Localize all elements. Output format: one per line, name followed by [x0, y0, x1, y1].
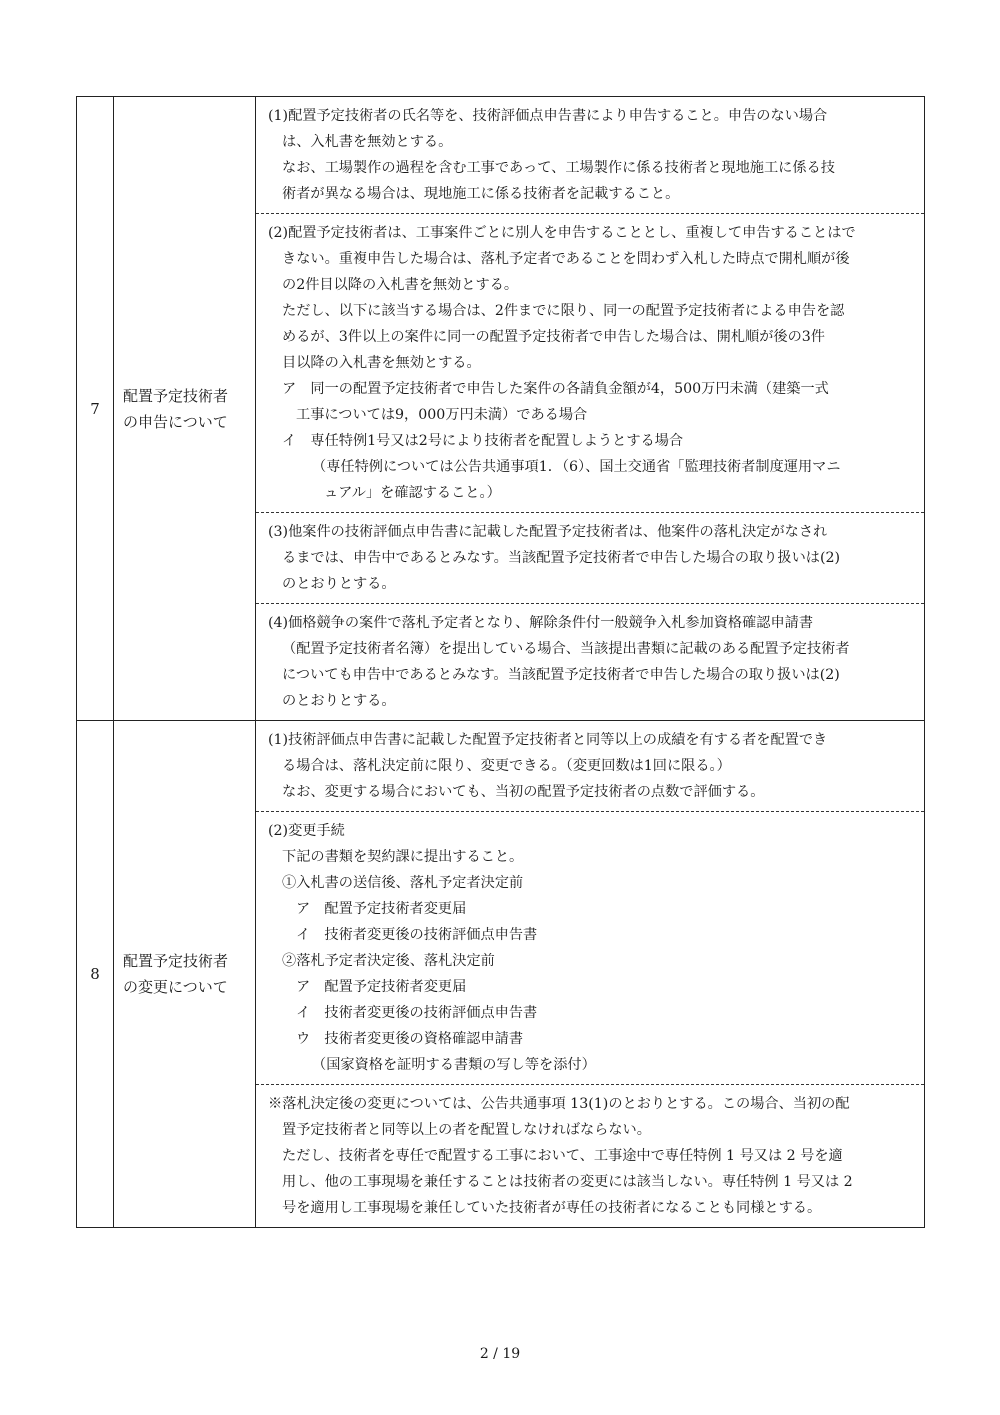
row-content: [256, 721, 925, 1228]
table-row: [77, 721, 925, 1228]
clause-line: ※落札決定後の変更については、公告共通事項 13(1)のとおりとする。この場合、当初の配: [268, 1096, 850, 1112]
clause-line: きない。重複申告した場合は、落札予定者であることを問わず入札した時点で開札順が後: [282, 251, 850, 267]
clause-section: [256, 811, 924, 1084]
clause-line: なお、工場製作の過程を含む工事であって、工場製作に係る技術者と現地施工に係る技: [282, 160, 835, 176]
clause-line: ただし、技術者を専任で配置する工事において、工事途中で専任特例 1 号又は 2 号を適: [282, 1148, 843, 1164]
clause-line: のとおりとする。: [282, 693, 396, 709]
clause-line: なお、変更する場合においても、当初の配置予定技術者の点数で評価する。: [282, 784, 765, 800]
clause-line: めるが、3件以上の案件に同一の配置予定技術者で申告した場合は、開札順が後の3件: [282, 329, 825, 345]
clause-line: (1)配置予定技術者の氏名等を、技術評価点申告書により申告すること。申告のない場合: [268, 108, 828, 124]
clause-line: のとおりとする。: [282, 576, 396, 592]
clause-line: (3)他案件の技術評価点申告書に記載した配置予定技術者は、他案件の落札決定がなされ: [268, 524, 828, 540]
clause-section: [256, 97, 924, 213]
clause-line: 目以降の入札書を無効とする。: [282, 355, 481, 371]
clause-line: についても申告中であるとみなす。当該配置予定技術者で申告した場合の取り扱いは(2): [282, 667, 840, 683]
clause-line: る場合は、落札決定前に限り、変更できる。（変更回数は1回に限る。）: [282, 758, 731, 774]
clause-line: ア 配置予定技術者変更届: [296, 979, 467, 995]
clause-line: の2件目以降の入札書を無効とする。: [282, 277, 519, 293]
clause-line: イ 技術者変更後の技術評価点申告書: [296, 1005, 538, 1021]
clause-line: ただし、以下に該当する場合は、2件までに限り、同一の配置予定技術者による申告を認: [282, 303, 845, 319]
clause-line: イ 技術者変更後の技術評価点申告書: [296, 927, 538, 943]
rules-table: [76, 96, 925, 1228]
clause-line: ア 同一の配置予定技術者で申告した案件の各請負金額が4，500万円未満（建築一式: [282, 381, 829, 397]
clause-line: 工事については9，000万円未満）である場合: [296, 407, 588, 423]
clause-line: (2)配置予定技術者は、工事案件ごとに別人を申告することとし、重複して申告することはで: [268, 225, 856, 241]
row-content: [256, 97, 925, 721]
clause-line: （配置予定技術者名簿）を提出している場合、当該提出書類に記載のある配置予定技術者: [282, 641, 850, 657]
clause-section: [256, 1084, 924, 1227]
clause-line: 下記の書類を契約課に提出すること。: [282, 849, 524, 865]
clause-section: [256, 603, 924, 720]
row-title-line: 配置予定技術者: [123, 952, 229, 970]
page-number: 2 / 19: [479, 1346, 521, 1362]
clause-section: [256, 512, 924, 603]
clause-line: ウ 技術者変更後の資格確認申請書: [296, 1031, 524, 1047]
clause-line: (4)価格競争の案件で落札予定者となり、解除条件付一般競争入札参加資格確認申請書: [268, 615, 814, 631]
row-number: 7: [77, 97, 114, 721]
clause-line: 号を適用し工事現場を兼任していた技術者が専任の技術者になることも同様とする。: [282, 1200, 822, 1216]
table-row: [77, 97, 925, 721]
clause-line: は、入札書を無効とする。: [282, 134, 453, 150]
clause-line: 用し、他の工事現場を兼任することは技術者の変更には該当しない。専任特例 1 号又は 2: [282, 1174, 853, 1190]
clause-line: 置予定技術者と同等以上の者を配置しなければならない。: [282, 1122, 651, 1138]
row-title: [114, 721, 256, 1228]
clause-line: （専任特例については公告共通事項1．（6）、国土交通省「監理技術者制度運用マニ: [312, 459, 841, 475]
clause-line: 術者が異なる場合は、現地施工に係る技術者を記載すること。: [282, 186, 680, 202]
row-number: 8: [77, 721, 114, 1228]
row-title-line: の変更について: [123, 978, 228, 996]
clause-line: ②落札予定者決定後、落札決定前: [282, 953, 495, 969]
clause-line: (1)技術評価点申告書に記載した配置予定技術者と同等以上の成績を有する者を配置でき: [268, 732, 828, 748]
clause-line: イ 専任特例1号又は2号により技術者を配置しようとする場合: [282, 433, 684, 449]
row-title-line: 配置予定技術者: [123, 386, 229, 405]
clause-line: ア 配置予定技術者変更届: [296, 901, 467, 917]
clause-line: （国家資格を証明する書類の写し等を添付）: [312, 1057, 596, 1073]
clause-section: [256, 213, 924, 512]
row-title-line: の申告について: [123, 412, 228, 431]
clause-line: るまでは、申告中であるとみなす。当該配置予定技術者で申告した場合の取り扱いは(2): [282, 550, 841, 566]
clause-section: [256, 721, 924, 811]
clause-line: ュアル」を確認すること。）: [324, 485, 501, 501]
clause-line: ①入札書の送信後、落札予定者決定前: [282, 875, 524, 891]
row-title: [114, 97, 256, 721]
clause-line: (2)変更手続: [268, 823, 345, 839]
